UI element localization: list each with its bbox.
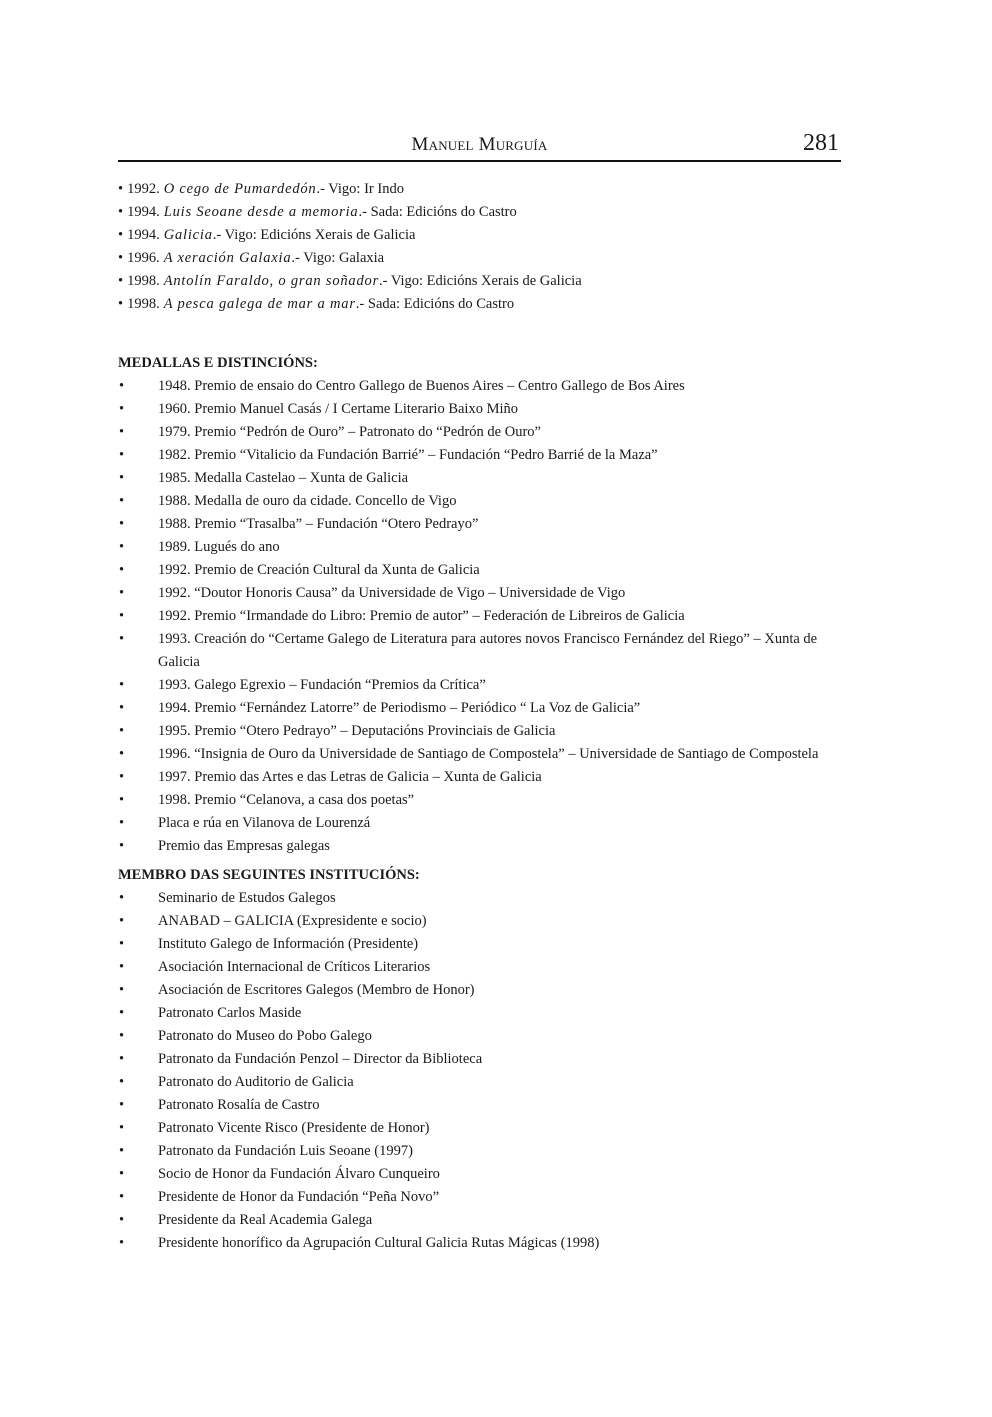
institution-text: Seminario de Estudos Galegos — [158, 890, 336, 906]
publication-details: .- Sada: Edicións do Castro — [355, 296, 515, 312]
bullet-icon: • — [119, 1143, 125, 1159]
institution-item — [118, 1002, 841, 1025]
bullet-icon: • — [119, 470, 125, 486]
page-header — [118, 128, 841, 162]
bullet-icon: • — [119, 913, 125, 929]
bullet-icon: • — [119, 1166, 125, 1182]
institution-item — [118, 979, 841, 1002]
institution-text: Patronato da Fundación Penzol – Director da Biblioteca — [158, 1051, 483, 1067]
publication-year: 1996. — [127, 250, 160, 266]
institution-text: ANABAD – GALICIA (Expresidente e socio) — [158, 913, 427, 929]
publication-item — [118, 224, 841, 247]
medal-item — [118, 766, 841, 789]
bullet-icon: • — [118, 227, 124, 243]
medal-item — [118, 559, 841, 582]
bullet-icon: • — [119, 1097, 125, 1113]
medal-text: Placa e rúa en Vilanova de Lourenzá — [158, 815, 371, 831]
bullet-icon: • — [118, 204, 124, 220]
bullet-icon: • — [119, 378, 125, 394]
institution-item — [118, 933, 841, 956]
publication-title: Galicia — [163, 227, 213, 243]
page-content — [118, 178, 841, 1255]
medals-heading: MEDALLAS E DISTINCIÓNS: — [118, 355, 318, 371]
medal-item — [118, 789, 841, 812]
medal-text: 1993. Galego Egrexio – Fundación “Premios da Crítica” — [158, 677, 486, 693]
institution-item — [118, 887, 841, 910]
medal-text: 1989. Lugués do ano — [158, 539, 280, 555]
medal-item — [118, 674, 841, 697]
page-number: 281 — [803, 130, 839, 156]
medal-text: 1995. Premio “Otero Pedrayo” – Deputacións Provinciais de Galicia — [158, 723, 556, 739]
medal-text: 1994. Premio “Fernández Latorre” de Periodismo – Periódico “ La Voz de Galicia” — [158, 700, 641, 716]
institution-text: Socio de Honor da Fundación Álvaro Cunqueiro — [158, 1166, 440, 1182]
institution-text: Presidente da Real Academia Galega — [158, 1212, 373, 1228]
bullet-icon: • — [119, 936, 125, 952]
publication-title: Luis Seoane desde a memoria — [163, 204, 359, 220]
medal-item — [118, 605, 841, 628]
medal-item — [118, 398, 841, 421]
institution-item — [118, 1048, 841, 1071]
bullet-icon: • — [119, 1189, 125, 1205]
institution-item — [118, 956, 841, 979]
publication-details: .- Vigo: Galaxia — [291, 250, 385, 266]
institution-text: Instituto Galego de Información (Presidente) — [158, 936, 419, 952]
medal-item — [118, 697, 841, 720]
medal-item — [118, 513, 841, 536]
publication-item — [118, 247, 841, 270]
bullet-icon: • — [119, 539, 125, 555]
medal-item — [118, 835, 841, 858]
medal-item — [118, 536, 841, 559]
publication-details: .- Vigo: Edicións Xerais de Galicia — [379, 273, 582, 289]
bullet-icon: • — [119, 838, 125, 854]
medal-text: 1948. Premio de ensaio do Centro Gallego de Buenos Aires – Centro Gallego de Bos Aires — [158, 378, 685, 394]
publication-year: 1994. — [127, 204, 160, 220]
bullet-icon: • — [119, 1120, 125, 1136]
institutions-heading: MEMBRO DAS SEGUINTES INSTITUCIÓNS: — [118, 867, 420, 883]
publication-details: .- Vigo: Ir Indo — [316, 181, 404, 197]
bullet-icon: • — [119, 585, 125, 601]
medal-item — [118, 743, 841, 766]
institution-text: Presidente de Honor da Fundación “Peña Novo” — [158, 1189, 440, 1205]
bullet-icon: • — [119, 1051, 125, 1067]
bullet-icon: • — [118, 296, 124, 312]
bullet-icon: • — [119, 1005, 125, 1021]
bullet-icon: • — [119, 1212, 125, 1228]
institution-item — [118, 1209, 841, 1232]
bullet-icon: • — [119, 769, 125, 785]
institution-item — [118, 1140, 841, 1163]
medal-text: Premio das Empresas galegas — [158, 838, 330, 854]
medal-text: 1998. Premio “Celanova, a casa dos poetas” — [158, 792, 415, 808]
institution-item — [118, 1094, 841, 1117]
institution-text: Patronato Vicente Risco (Presidente de Honor) — [158, 1120, 430, 1136]
medal-text: 1997. Premio das Artes e das Letras de Galicia – Xunta de Galicia — [158, 769, 542, 785]
institution-text: Patronato Rosalía de Castro — [158, 1097, 320, 1113]
bullet-icon: • — [119, 792, 125, 808]
bullet-icon: • — [119, 493, 125, 509]
bullet-icon: • — [119, 447, 125, 463]
publication-item — [118, 270, 841, 293]
institution-text: Patronato do Museo do Pobo Galego — [158, 1028, 372, 1044]
publications-list — [118, 178, 841, 316]
bullet-icon: • — [119, 746, 125, 762]
medal-text: 1982. Premio “Vitalicio da Fundación Barrié” – Fundación “Pedro Barrié de la Maza” — [158, 447, 658, 463]
publication-item — [118, 201, 841, 224]
bullet-icon: • — [119, 516, 125, 532]
institution-item — [118, 1117, 841, 1140]
institution-item — [118, 910, 841, 933]
institutions-list — [118, 887, 841, 1255]
publication-details: .- Sada: Edicións do Castro — [358, 204, 517, 220]
bullet-icon: • — [119, 890, 125, 906]
bullet-icon: • — [119, 631, 125, 647]
medal-item — [118, 490, 841, 513]
medals-list — [118, 375, 841, 858]
bullet-icon: • — [119, 401, 125, 417]
bullet-icon: • — [118, 273, 124, 289]
bullet-icon: • — [118, 250, 124, 266]
bullet-icon: • — [119, 1028, 125, 1044]
medal-text: 1992. Premio “Irmandade do Libro: Premio de autor” – Federación de Libreiros de Galicia — [158, 608, 685, 624]
institution-item — [118, 1071, 841, 1094]
bullet-icon: • — [119, 608, 125, 624]
medal-item — [118, 582, 841, 605]
bullet-icon: • — [119, 700, 125, 716]
publication-year: 1994. — [127, 227, 160, 243]
bullet-icon: • — [119, 982, 125, 998]
bullet-icon: • — [119, 1074, 125, 1090]
medal-text: 1993. Creación do “Certame Galego de Literatura para autores novos Francisco Fernández del Riego” – Xunta de Galicia — [158, 631, 818, 670]
medal-item — [118, 628, 841, 674]
publication-year: 1998. — [127, 273, 160, 289]
institution-text: Patronato do Auditorio de Galicia — [158, 1074, 354, 1090]
medal-text: 1960. Premio Manuel Casás / I Certame Literario Baixo Miño — [158, 401, 519, 417]
medal-text: 1992. Premio de Creación Cultural da Xunta de Galicia — [158, 562, 480, 578]
medal-item — [118, 375, 841, 398]
bullet-icon: • — [119, 959, 125, 975]
publication-details: .- Vigo: Edicións Xerais de Galicia — [212, 227, 416, 243]
institution-item — [118, 1186, 841, 1209]
medal-text: 1985. Medalla Castelao – Xunta de Galicia — [158, 470, 409, 486]
bullet-icon: • — [119, 815, 125, 831]
bullet-icon: • — [119, 424, 125, 440]
medal-text: 1988. Medalla de ouro da cidade. Concello de Vigo — [158, 493, 457, 509]
medal-text: 1988. Premio “Trasalba” – Fundación “Otero Pedrayo” — [158, 516, 479, 532]
publication-title: A pesca galega de mar a mar — [163, 296, 356, 312]
medal-item — [118, 467, 841, 490]
medal-item — [118, 444, 841, 467]
institution-item — [118, 1025, 841, 1048]
medal-text: 1996. “Insignia de Ouro da Universidade de Santiago de Compostela” – Universidade de Santiago de Compostela — [158, 746, 819, 762]
bullet-icon: • — [119, 562, 125, 578]
institution-text: Presidente honorífico da Agrupación Cultural Galicia Rutas Mágicas (1998) — [158, 1235, 600, 1251]
medal-item — [118, 720, 841, 743]
institution-text: Asociación de Escritores Galegos (Membro de Honor) — [158, 982, 475, 998]
publication-title: Antolín Faraldo, o gran soñador — [163, 273, 380, 289]
medal-item — [118, 421, 841, 444]
publication-item — [118, 178, 841, 201]
bullet-icon: • — [119, 1235, 125, 1251]
bullet-icon: • — [118, 181, 124, 197]
institution-text: Patronato da Fundación Luis Seoane (1997) — [158, 1143, 413, 1159]
medal-text: 1979. Premio “Pedrón de Ouro” – Patronato do “Pedrón de Ouro” — [158, 424, 541, 440]
institution-text: Patronato Carlos Maside — [158, 1005, 302, 1021]
running-title: Manuel Murguía — [411, 134, 548, 155]
bullet-icon: • — [119, 677, 125, 693]
institution-item — [118, 1232, 841, 1255]
institution-text: Asociación Internacional de Críticos Literarios — [158, 959, 431, 975]
bullet-icon: • — [119, 723, 125, 739]
medal-text: 1992. “Doutor Honoris Causa” da Universidade de Vigo – Universidade de Vigo — [158, 585, 626, 601]
publication-item — [118, 293, 841, 316]
publication-year: 1998. — [127, 296, 160, 312]
medal-item — [118, 812, 841, 835]
institution-item — [118, 1163, 841, 1186]
publication-title: O cego de Pumardedón — [163, 181, 317, 197]
publication-year: 1992. — [127, 181, 160, 197]
publication-title: A xeración Galaxia — [163, 250, 292, 266]
